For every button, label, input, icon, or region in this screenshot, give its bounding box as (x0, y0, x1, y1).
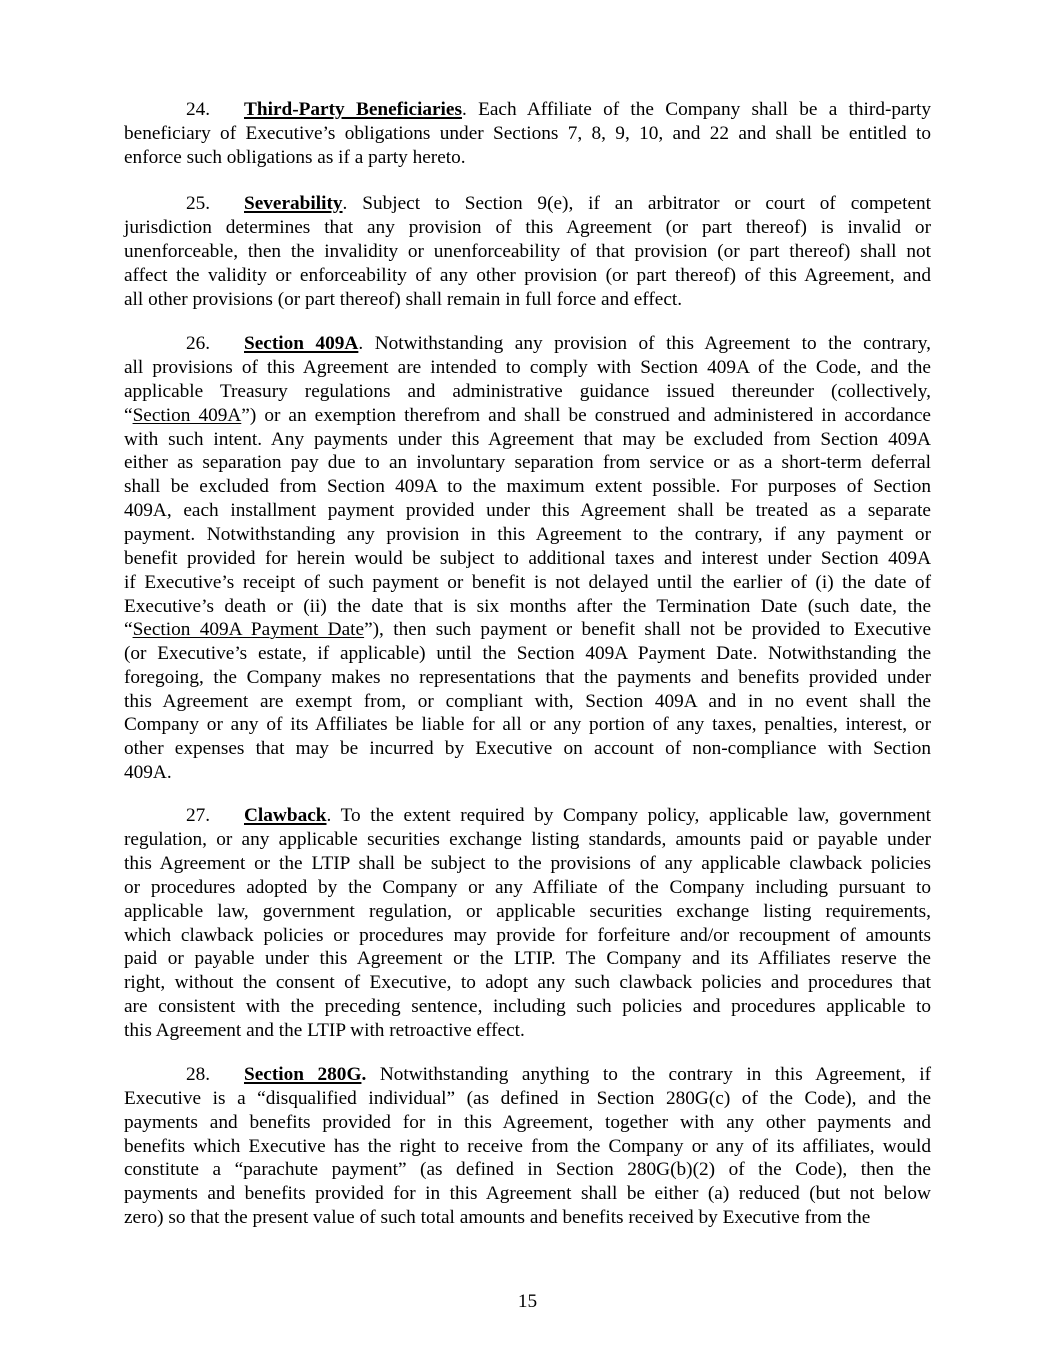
text-run: 409A, each installment payment provided under this Agreement shall be treated as a separate (124, 500, 931, 521)
section-28-text-line (124, 1113, 931, 1132)
section-27-text-line (124, 1021, 525, 1040)
text-run: which clawback policies or procedures may provide for forfeiture and/or recoupment of amounts (124, 925, 931, 946)
text-run: benefits which Executive has the right to receive from the Company or any of its affiliates, would (124, 1136, 931, 1157)
text-run: payments and benefits provided for in this Agreement, together with any other payments and (124, 1112, 931, 1133)
text-run: right, without the consent of Executive, to adopt any such clawback policies and procedures that (124, 972, 931, 993)
section-27-text-line (124, 997, 931, 1016)
text-run: with such intent. Any payments under this Agreement that may be excluded from Section 409A (124, 429, 931, 450)
text-run: all provisions of this Agreement are intended to comply with Section 409A of the Code, and the (124, 357, 931, 378)
text-run: applicable Treasury regulations and administrative guidance issued thereunder (collectively, (124, 381, 931, 402)
section-26-text-line (124, 477, 931, 496)
text-run: Executive’s death or (ii) the date that is six months after the Termination Date (such date, the (124, 596, 931, 617)
section-heading: Section 409A (244, 333, 359, 354)
section-26-text-line (124, 692, 931, 711)
section-27-heading-line (186, 806, 931, 825)
section-27-text-line (124, 902, 931, 921)
section-number: 26. (186, 333, 211, 354)
text-run: regulation, or any applicable securities exchange listing standards, amounts paid or payable under (124, 829, 931, 850)
text-run: . Notwithstanding any provision of this Agreement to the contrary, (358, 333, 931, 354)
section-28-text-line (124, 1208, 870, 1227)
text-run: affect the validity or enforceability of any other provision (or part thereof) of this Agreement, and (124, 265, 931, 286)
section-26-text-line (124, 644, 931, 663)
section-24-text-line (124, 124, 931, 143)
text-run: “ (124, 619, 133, 640)
text-run: 409A. (124, 762, 172, 783)
text-run: . To the extent required by Company policy, applicable law, government (326, 805, 931, 826)
section-27-text-line (124, 949, 931, 968)
section-28-text-line (124, 1089, 931, 1108)
section-heading: Third-Party Beneficiaries (244, 99, 462, 120)
defined-term: Section 409A (132, 405, 242, 426)
section-26-text-line (124, 406, 931, 425)
section-26-heading-line (186, 334, 931, 353)
text-run: constitute a “parachute payment” (as defined in Section 280G(b)(2) of the Code), then the (124, 1159, 931, 1180)
section-26-text-line (124, 358, 931, 377)
text-run: unenforceable, then the invalidity or unenforceability of that provision (or part thereof) shall not (124, 241, 931, 262)
section-26-text-line (124, 715, 931, 734)
section-26-text-line (124, 668, 931, 687)
text-run: . Subject to Section 9(e), if an arbitrator or court of competent (342, 193, 931, 214)
text-run: other expenses that may be incurred by Executive on account of non-compliance with Section (124, 738, 931, 759)
section-26-text-line (124, 501, 931, 520)
text-run: or procedures adopted by the Company or any Affiliate of the Company including pursuant to (124, 877, 931, 898)
defined-term: Section 409A Payment Date (132, 619, 365, 640)
text-run: paid or payable under this Agreement or the LTIP. The Company and its Affiliates reserve the (124, 948, 931, 969)
text-run: payment. Notwithstanding any provision in this Agreement to the contrary, if any payment or (124, 524, 931, 545)
section-number: 25. (186, 193, 211, 214)
text-run: this Agreement or the LTIP shall be subject to the provisions of any applicable clawback policies (124, 853, 931, 874)
section-heading: Severability (244, 193, 343, 214)
section-26-text-line (124, 382, 931, 401)
section-26-text-line (124, 763, 172, 782)
section-26-text-line (124, 430, 931, 449)
text-run: ”) or an exemption therefrom and shall be construed and administered in accordance (241, 405, 931, 426)
text-run: jurisdiction determines that any provision of this Agreement (or part thereof) is invalid or (124, 217, 931, 238)
text-run: Company or any of its Affiliates be liable for all or any portion of any taxes, penalties, interest, or (124, 714, 931, 735)
section-26-text-line (124, 525, 931, 544)
text-run: enforce such obligations as if a party hereto. (124, 147, 466, 168)
section-26-text-line (124, 573, 931, 592)
section-27-text-line (124, 973, 931, 992)
text-run: shall be excluded from Section 409A to the maximum extent possible. For purposes of Section (124, 476, 931, 497)
section-25-text-line (124, 242, 931, 261)
section-28-text-line (124, 1137, 931, 1156)
text-run: “ (124, 405, 133, 426)
section-27-text-line (124, 830, 931, 849)
text-run: Executive is a “disqualified individual” (as defined in Section 280G(c) of the Code), and the (124, 1088, 931, 1109)
section-28-text-line (124, 1184, 931, 1203)
section-26-text-line (124, 597, 931, 616)
section-26-text-line (124, 549, 931, 568)
section-26-text-line (124, 453, 931, 472)
text-run: (or Executive’s estate, if applicable) until the Section 409A Payment Date. Notwithstanding the (124, 643, 931, 664)
section-25-heading-line (186, 194, 931, 213)
text-run: benefit provided for herein would be subject to additional taxes and interest under Section 409A (124, 548, 931, 569)
section-25-text-line (124, 290, 682, 309)
section-heading: Section 280G (244, 1064, 362, 1085)
text-run: Notwithstanding anything to the contrary in this Agreement, if (366, 1064, 931, 1085)
section-number: 27. (186, 805, 211, 826)
text-run: are consistent with the preceding sentence, including such policies and procedures applicable to (124, 996, 931, 1017)
text-run: applicable law, government regulation, or applicable securities exchange listing requirements, (124, 901, 931, 922)
section-24-heading-line (186, 100, 931, 119)
section-heading: Clawback (244, 805, 327, 826)
section-27-text-line (124, 878, 931, 897)
text-run: if Executive’s receipt of such payment or benefit is not delayed until the earlier of (i) the date of (124, 572, 931, 593)
text-run: this Agreement are exempt from, or compliant with, Section 409A and in no event shall the (124, 691, 931, 712)
text-run: . (361, 1064, 367, 1085)
text-run: either as separation pay due to an involuntary separation from service or as a short-term deferral (124, 452, 931, 473)
section-27-text-line (124, 926, 931, 945)
section-25-text-line (124, 266, 931, 285)
section-28-text-line (124, 1160, 931, 1179)
section-25-text-line (124, 218, 931, 237)
section-27-text-line (124, 854, 931, 873)
page-number: 15 (517, 1291, 538, 1312)
text-run: all other provisions (or part thereof) shall remain in full force and effect. (124, 289, 683, 310)
text-run: this Agreement and the LTIP with retroactive effect. (124, 1020, 525, 1041)
text-run: . Each Affiliate of the Company shall be a third-party (461, 99, 932, 120)
text-run: beneficiary of Executive’s obligations under Sections 7, 8, 9, 10, and 22 and shall be entitled to (124, 123, 931, 144)
section-28-heading-line (186, 1065, 931, 1084)
text-run: zero) so that the present value of such total amounts and benefits received by Executive from the (124, 1207, 871, 1228)
section-number: 28. (186, 1064, 211, 1085)
text-run: payments and benefits provided for in this Agreement shall be either (a) reduced (but not below (124, 1183, 931, 1204)
text-run: foregoing, the Company makes no representations that the payments and benefits provided under (124, 667, 931, 688)
section-26-text-line (124, 620, 931, 639)
text-run: ”), then such payment or benefit shall not be provided to Executive (364, 619, 931, 640)
section-26-text-line (124, 739, 931, 758)
section-number: 24. (186, 99, 211, 120)
section-24-text-line (124, 148, 466, 167)
